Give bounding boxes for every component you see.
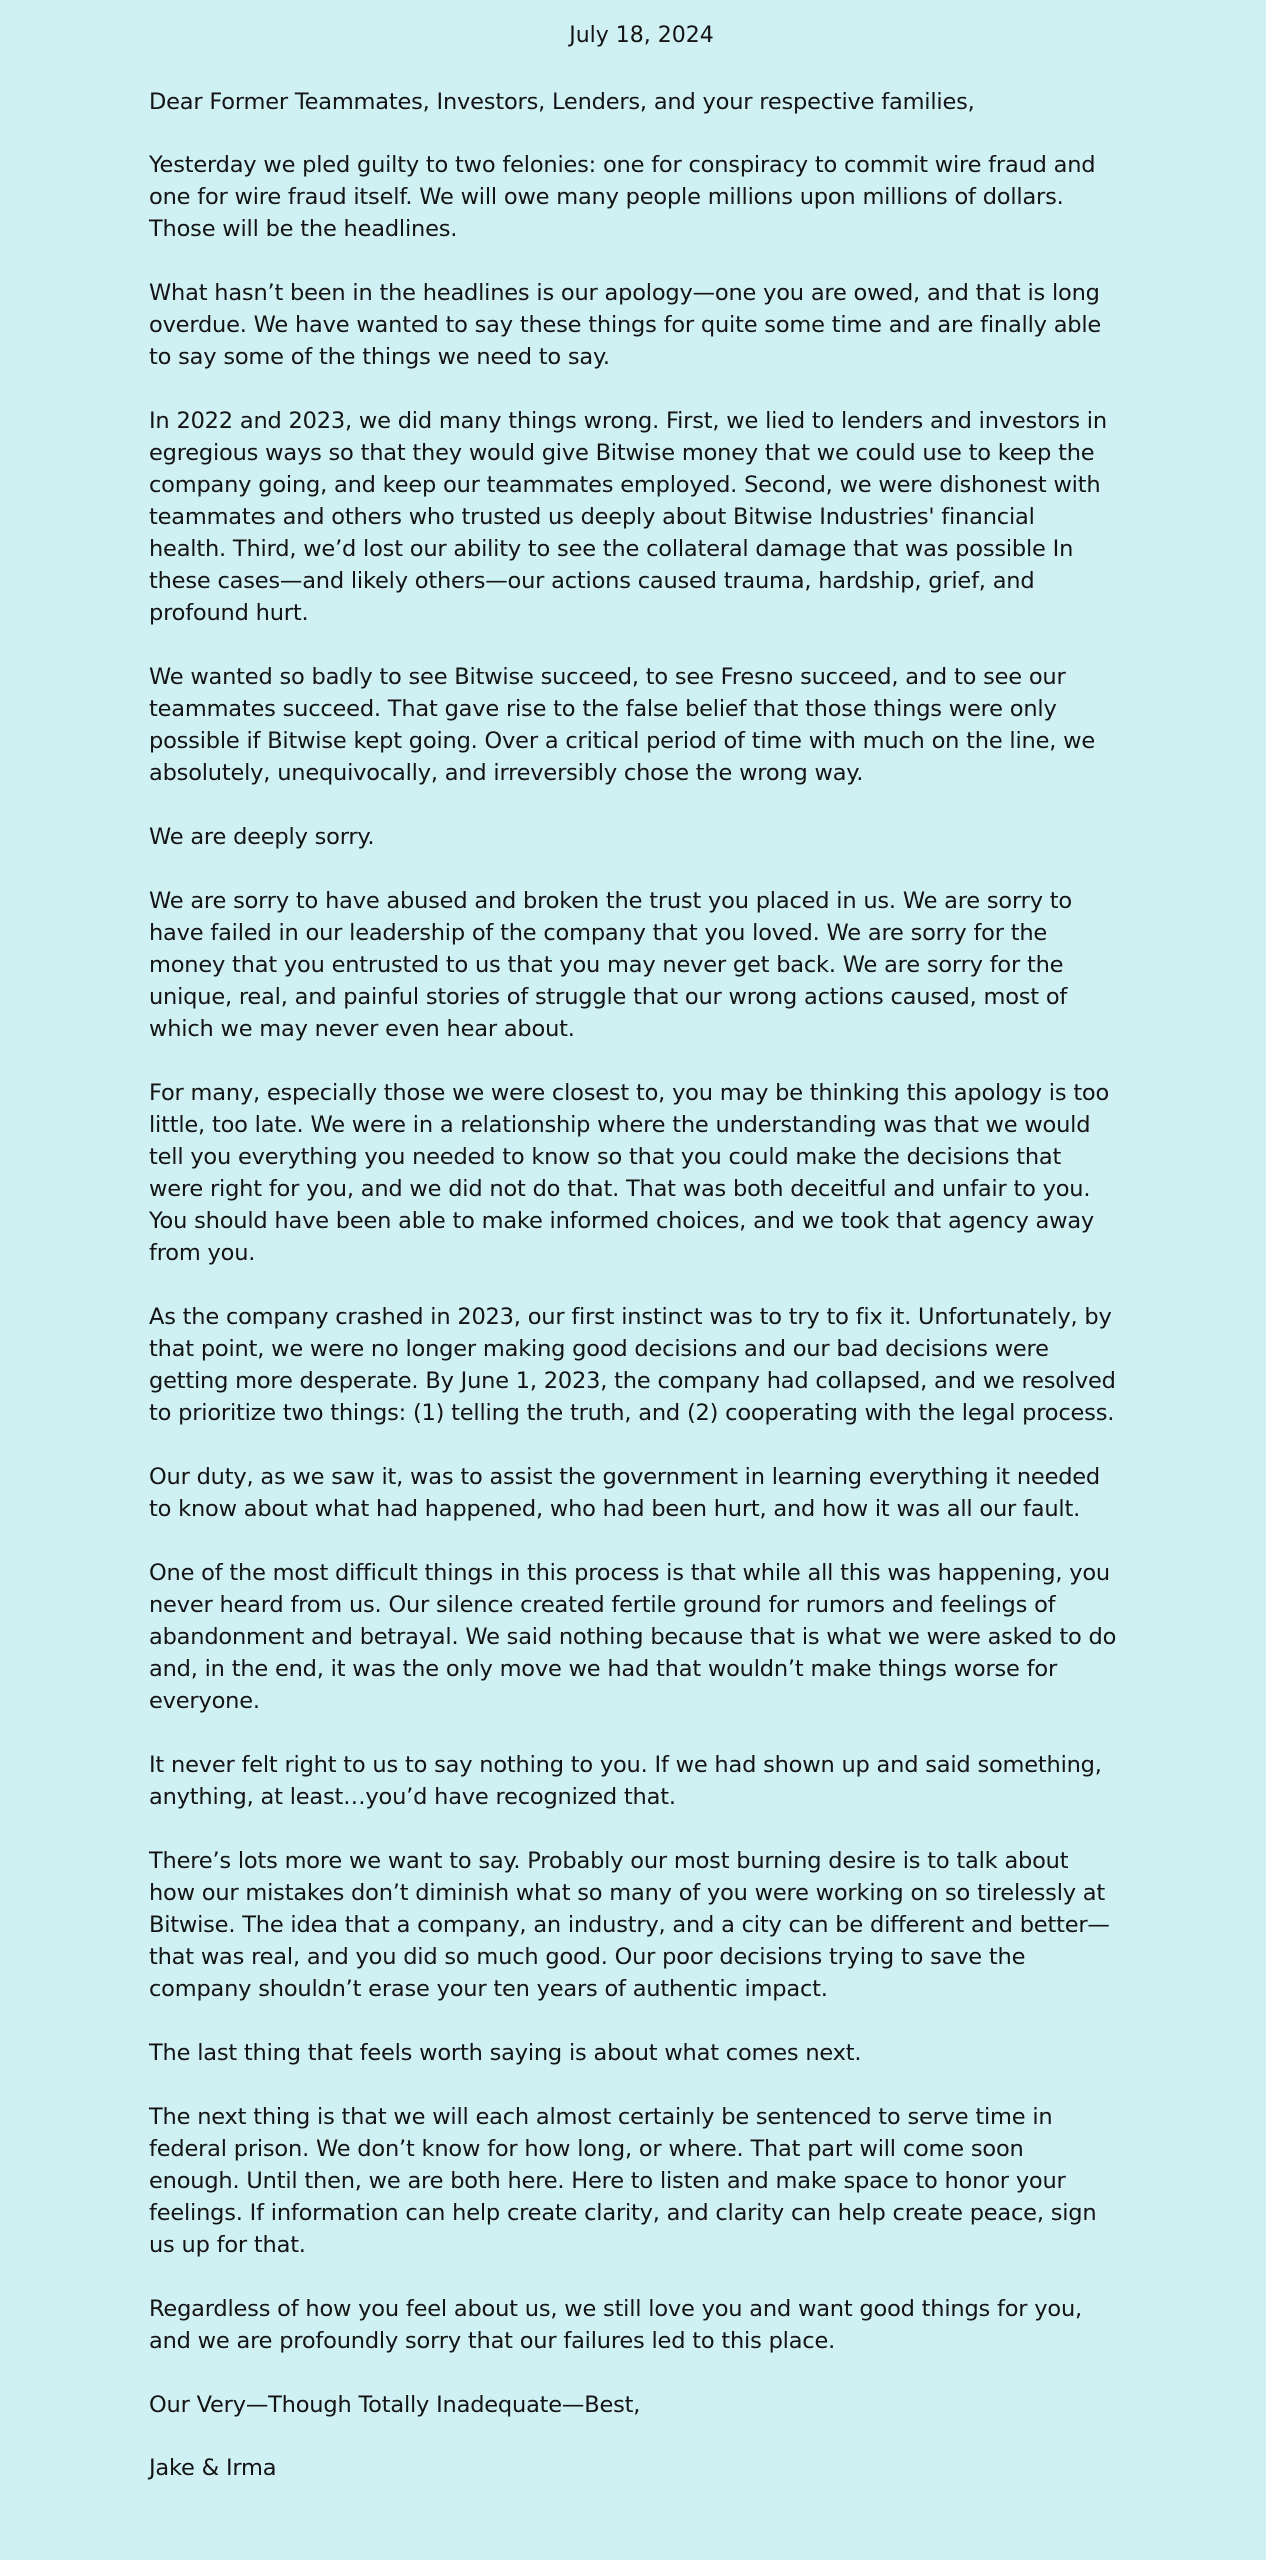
paragraph-what-comes-next: The last thing that feels worth saying is about what comes next. [149, 2040, 862, 2066]
letter-signature: Jake & Irma [149, 2455, 277, 2481]
paragraph-our-duty: Our duty, as we saw it, was to assist the government in learning everything it needed to know about what had happened, who had been hurt, and how it was all our fault. [149, 1464, 1101, 1522]
paragraph-guilty-plea: Yesterday we pled guilty to two felonies: one for conspiracy to commit wire fraud and one for wire fraud itself. We will owe many people millions upon millions of dollars. Those will be the headlines. [149, 152, 1096, 242]
paragraph-prison: The next thing is that we will each almost certainly be sentenced to serve time in federal prison. We don’t know for how long, or where. That part will come soon enough. Until then, we are both here. Here to listen and make space to honor your feelings. If information can help create clarity, and clarity can help create peace, sign us up for that. [149, 2104, 1097, 2258]
letter-closing: Our Very—Though Totally Inadequate—Best, [149, 2392, 641, 2418]
letter-salutation: Dear Former Teammates, Investors, Lenders, and your respective families, [149, 89, 975, 115]
paragraph-silence: One of the most difficult things in this process is that while all this was happening, you never heard from us. Our silence created fertile ground for rumors and feelings of abandonment and betrayal. We said nothing because that is what we were asked to do and, in the end, it was the only move we had that wouldn’t make things worse for everyone. [149, 1560, 1117, 1714]
paragraph-company-crashed: As the company crashed in 2023, our first instinct was to try to fix it. Unfortunately, by that point, we were no longer making good decisions and our bad decisions were getting more desperate. By June 1, 2023, the company had collapsed, and we resolved to prioritize two things: (1) telling the truth, and (2) cooperating with the legal process. [149, 1304, 1116, 1426]
letter-date: July 18, 2024 [569, 23, 714, 48]
paragraph-what-went-wrong: In 2022 and 2023, we did many things wrong. First, we lied to lenders and investors in egregious ways so that they would give Bitwise money that we could use to keep the company going, and keep our teammates employed. Second, we were dishonest with teammates and others who trusted us deeply about Bitwise Industries' financial health. Third, we’d lost our ability to see the collateral damage that was possible In these cases—and likely others—our actions caused trauma, hardship, grief, and profound hurt. [149, 408, 1107, 626]
paragraph-apology-owed: What hasn’t been in the headlines is our apology—one you are owed, and that is long overdue. We have wanted to say these things for quite some time and are finally able to say some of the things we need to say. [149, 280, 1102, 370]
paragraph-too-little-too-late: For many, especially those we were closest to, you may be thinking this apology is too little, too late. We were in a relationship where the understanding was that we would tell you everything you needed to know so that you could make the decisions that were right for you, and we did not do that. That was both deceitful and unfair to you. You should have been able to make informed choices, and we took that agency away from you. [149, 1080, 1110, 1266]
paragraph-wanted-success: We wanted so badly to see Bitwise succeed, to see Fresno succeed, and to see our teammates succeed. That gave rise to the false belief that those things were only possible if Bitwise kept going. Over a critical period of time with much on the line, we absolutely, unequivocally, and irreversibly chose the wrong way. [149, 664, 1095, 786]
paragraph-never-felt-right: It never felt right to us to say nothing to you. If we had shown up and said something, anything, at least…you’d have recognized that. [149, 1752, 1102, 1810]
paragraph-sorry-list: We are sorry to have abused and broken the trust you placed in us. We are sorry to have failed in our leadership of the company that you loved. We are sorry for the money that you entrusted to us that you may never get back. We are sorry for the unique, real, and painful stories of struggle that our wrong actions caused, most of which we may never even hear about. [149, 888, 1072, 1042]
paragraph-more-to-say: There’s lots more we want to say. Probably our most burning desire is to talk about how our mistakes don’t diminish what so many of you were working on so tirelessly at Bitwise. The idea that a company, an industry, and a city can be different and better—that was real, and you did so much good. Our poor decisions trying to save the company shouldn’t erase your ten years of authentic impact. [149, 1848, 1110, 2002]
paragraph-deeply-sorry: We are deeply sorry. [149, 824, 375, 850]
paragraph-regardless: Regardless of how you feel about us, we still love you and want good things for you, and we are profoundly sorry that our failures led to this place. [149, 2296, 1083, 2354]
